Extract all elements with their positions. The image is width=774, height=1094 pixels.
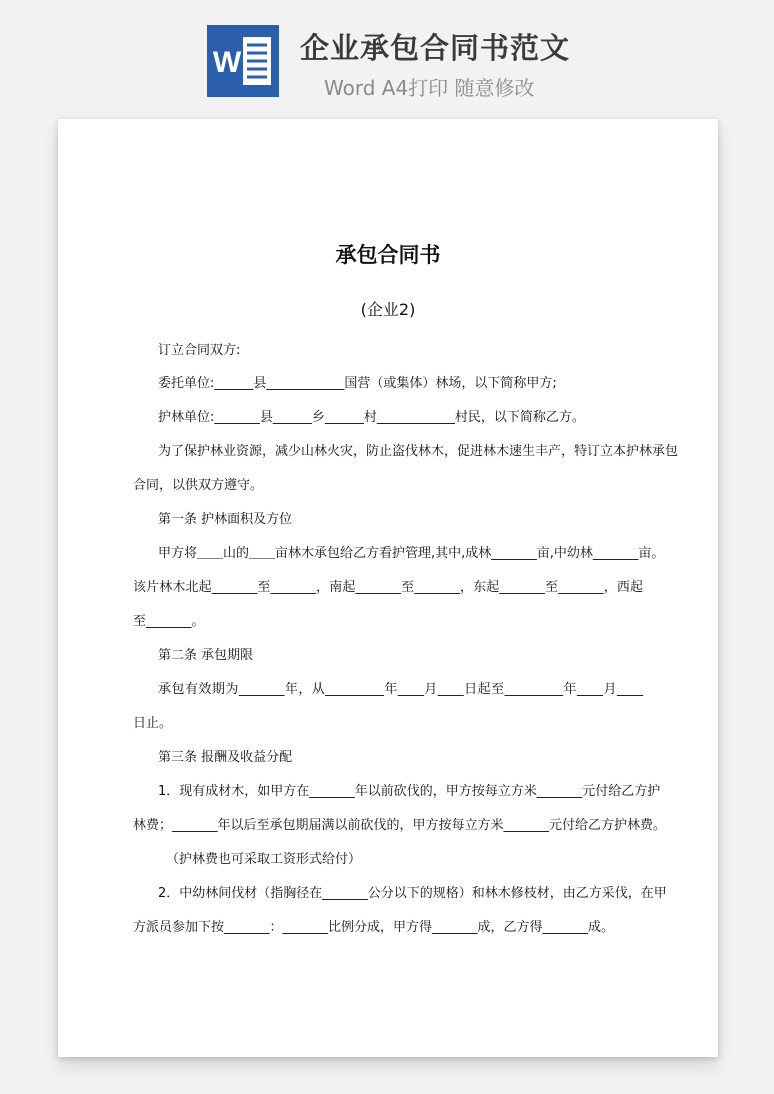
- page-title: 企业承包合同书范文: [300, 31, 571, 65]
- page-subtitle: Word A4打印 随意修改: [324, 76, 535, 100]
- page-header: [0, 0, 774, 112]
- document-subtitle: (企业2): [360, 300, 416, 319]
- doc-article-3-item-1-line-2: 林费；_______年以后至承包期届满以前砍伐的，甲方按每立方米_______元付给乙方护林费。: [133, 818, 667, 833]
- doc-article-2-line-1: 承包有效期为_______年，从_________年____月____日起至_________年____月____: [158, 682, 643, 697]
- doc-article-3-item-2-line-2: 方派员参加下按_______：_______比例分成，甲方得_______成，乙方得_______成。: [133, 920, 615, 935]
- doc-article-1-line-1: 甲方将＿＿山的＿＿亩林木承包给乙方看护管理,其中,成林_______亩,中幼林_______亩。: [158, 546, 665, 561]
- doc-line-purpose: 为了保护林业资源，减少山林火灾，防止盗伐林木，促进林木速生丰产，特订立本护林承包: [158, 444, 679, 459]
- doc-article-3-item-1-line-1: 1．现有成材木，如甲方在_______年以前砍伐的，甲方按每立方米_______元付给乙方护: [158, 784, 661, 799]
- doc-line-contractor: 护林单位:_______县______乡______村____________村民，以下简称乙方。: [158, 410, 585, 425]
- doc-article-1-line-2: 该片林木北起_______至_______，南起_______至_______，东起_______至_______，西起: [133, 580, 643, 595]
- doc-article-3-note: （护林费也可采取工资形式给付）: [166, 852, 362, 867]
- doc-article-1-heading: 第一条 护林面积及方位: [158, 512, 293, 527]
- doc-line-client: 委托单位:______县____________国营（或集体）林场，以下简称甲方;: [158, 376, 557, 391]
- doc-line-parties: 订立合同双方:: [158, 343, 241, 358]
- doc-article-1-line-3: 至_______。: [133, 614, 205, 629]
- document-title: 承包合同书: [335, 243, 441, 267]
- doc-article-3-item-2-line-1: 2．中幼林间伐材（指胸径在_______公分以下的规格）和林木修枝材，由乙方采伐，在甲: [158, 886, 667, 901]
- word-document-icon: [207, 25, 279, 97]
- doc-article-2-heading: 第二条 承包期限: [158, 648, 254, 663]
- doc-article-3-heading: 第三条 报酬及收益分配: [158, 750, 293, 765]
- document-page: [58, 119, 718, 1057]
- word-icon-letter: W: [212, 46, 242, 79]
- doc-article-2-line-2: 日止。: [133, 716, 173, 731]
- doc-line-purpose-end: 合同，以供双方遵守。: [133, 478, 264, 493]
